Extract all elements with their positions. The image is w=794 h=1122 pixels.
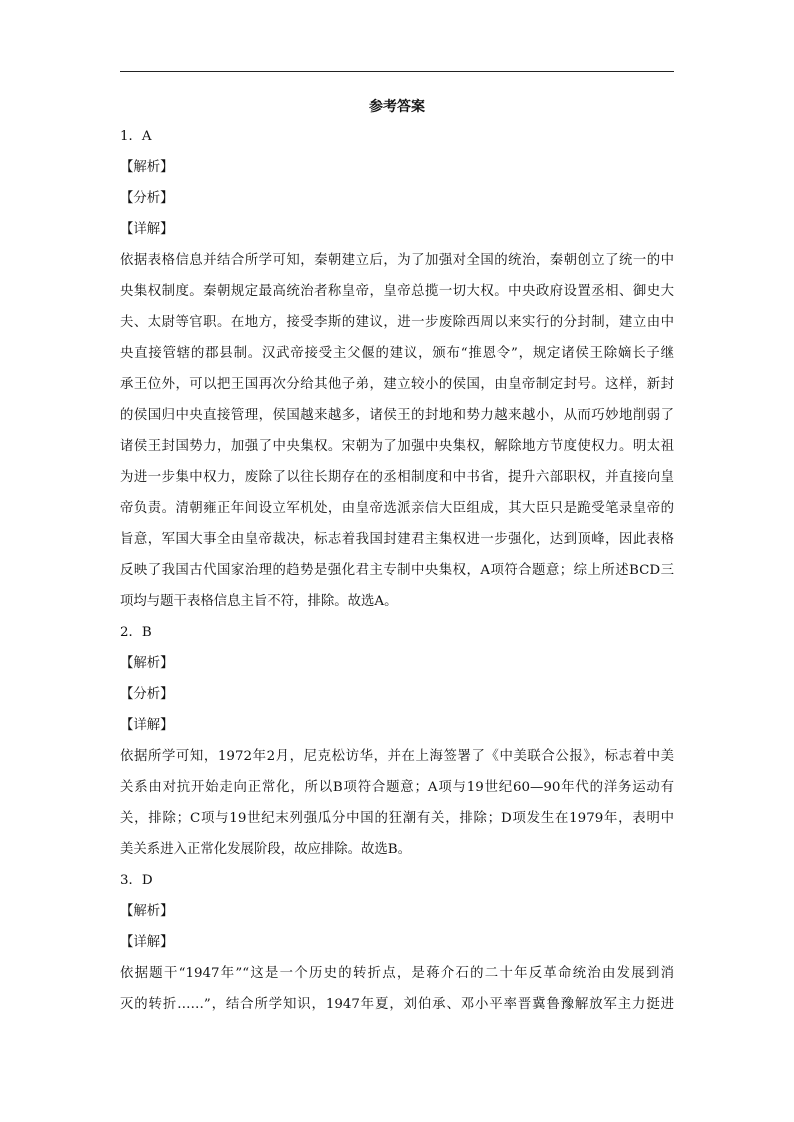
question-1-answer: 1．A [120, 129, 152, 144]
question-2-fenxi-heading: 【分析】 [120, 687, 174, 702]
paragraph-line: 央直接管辖的郡县制。汉武帝接受主父偃的建议，颁布“推恩令”，规定诸侯王除嫡长子继 [120, 346, 674, 361]
header-rule [120, 71, 674, 72]
question-3-jiexi-heading: 【解析】 [120, 904, 174, 919]
paragraph-line: 项均与题干表格信息主旨不符，排除。故选A。 [120, 594, 398, 609]
paragraph-line: 央集权制度。秦朝规定最高统治者称皇帝，皇帝总揽一切大权。中央政府设置丞相、御史大 [120, 284, 674, 299]
paragraph-line: 旨意，军国大事全由皇帝裁决，标志着我国封建君主集权进一步强化，达到顶峰，因此表格 [120, 532, 674, 547]
paragraph-line: 依据所学可知，1972年2月，尼克松访华，并在上海签署了《中美联合公报》，标志着中美 [120, 749, 674, 764]
paragraph-line: 依据表格信息并结合所学可知，秦朝建立后，为了加强对全国的统治，秦朝创立了统一的中 [120, 253, 674, 268]
question-1-jiexi-heading: 【解析】 [120, 160, 174, 175]
answer-content [120, 121, 674, 1020]
question-1-fenxi-heading: 【分析】 [120, 191, 174, 206]
question-2-jiexi-heading: 【解析】 [120, 656, 174, 671]
paragraph-line: 承王位外，可以把王国再次分给其他子弟，建立较小的侯国，由皇帝制定封号。这样，新封 [120, 377, 674, 392]
page-title: 参考答案 [369, 99, 425, 115]
question-2-explanation [120, 741, 674, 865]
question-2-answer: 2．B [120, 625, 152, 640]
paragraph-line: 为进一步集中权力，废除了以往长期存在的丞相制度和中书省，提升六部职权，并直接向皇 [120, 470, 674, 485]
question-3-xiangjie-heading: 【详解】 [120, 935, 174, 950]
paragraph-line: 灭的转折……”，结合所学知识，1947年夏，刘伯承、邓小平率晋冀鲁豫解放军主力挺进 [120, 997, 674, 1012]
paragraph-line: 关，排除；C项与19世纪末列强瓜分中国的狂潮有关，排除；D项发生在1979年，表明中 [120, 811, 674, 826]
paragraph-line: 的侯国归中央直接管理，侯国越来越多，诸侯王的封地和势力越来越小，从而巧妙地削弱了 [120, 408, 674, 423]
paragraph-line: 美关系进入正常化发展阶段，故应排除。故选B。 [120, 842, 412, 857]
paragraph-line: 依据题干“1947年”“这是一个历史的转折点，是蒋介石的二十年反革命统治由发展到消 [120, 966, 674, 981]
paragraph-line: 关系由对抗开始走向正常化，所以B项符合题意；A项与19世纪60—90年代的洋务运动有 [120, 780, 674, 795]
paragraph-line: 反映了我国古代国家治理的趋势是强化君主专制中央集权，A项符合题意；综上所述BCD三 [120, 563, 674, 578]
question-1-xiangjie-heading: 【详解】 [120, 222, 174, 237]
paragraph-line: 诸侯王封国势力，加强了中央集权。宋朝为了加强中央集权，解除地方节度使权力。明太祖 [120, 439, 674, 454]
question-2-xiangjie-heading: 【详解】 [120, 718, 174, 733]
paragraph-line: 夫、太尉等官职。在地方，接受李斯的建议，进一步废除西周以来实行的分封制，建立由中 [120, 315, 674, 330]
question-1-explanation [120, 245, 674, 617]
question-3-explanation [120, 958, 674, 1020]
question-3-answer: 3．D [120, 873, 153, 888]
paragraph-line: 帝负责。清朝雍正年间设立军机处，由皇帝选派亲信大臣组成，其大臣只是跪受笔录皇帝的 [120, 501, 674, 516]
